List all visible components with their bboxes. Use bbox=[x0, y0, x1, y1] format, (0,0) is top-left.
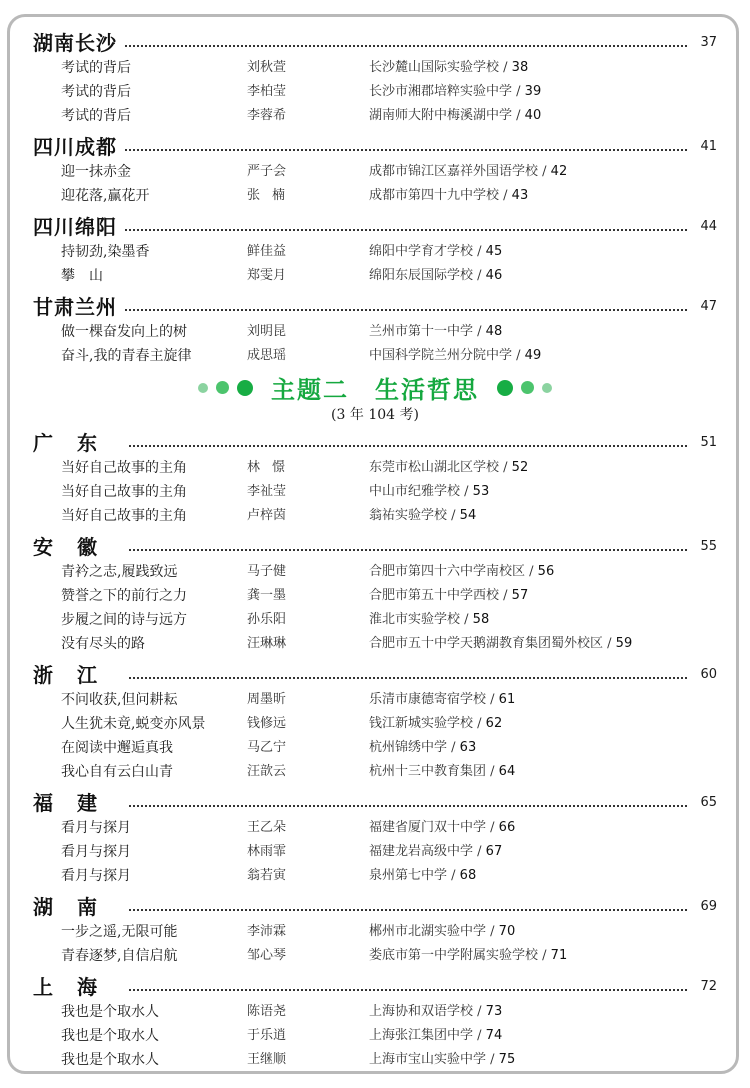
entry-author: 马乙宁 bbox=[247, 740, 287, 755]
entry-page-number: 59 bbox=[615, 636, 633, 651]
entry-school bbox=[369, 456, 528, 480]
region-header[interactable] bbox=[33, 30, 717, 56]
separator: / bbox=[486, 820, 499, 835]
toc-entry[interactable] bbox=[0, 1048, 750, 1072]
region-header[interactable] bbox=[33, 214, 717, 240]
separator: / bbox=[512, 84, 525, 99]
toc-entry[interactable] bbox=[0, 80, 750, 104]
entry-title: 考试的背后 bbox=[61, 108, 131, 124]
entry-school bbox=[369, 320, 502, 344]
entry-page-number: 48 bbox=[485, 324, 503, 339]
toc-entry[interactable] bbox=[0, 944, 750, 968]
separator: / bbox=[525, 564, 538, 579]
entry-school bbox=[369, 632, 632, 656]
entry-page-number: 54 bbox=[459, 508, 477, 523]
school-name: 合肥市五十中学天鹅湖教育集团蜀外校区 bbox=[369, 636, 604, 651]
entry-page-number: 53 bbox=[472, 484, 490, 499]
separator: / bbox=[460, 484, 473, 499]
entry-title: 我心自有云白山青 bbox=[61, 764, 173, 780]
toc-entry[interactable] bbox=[0, 608, 750, 632]
entry-page-number: 67 bbox=[485, 844, 503, 859]
leader-dots bbox=[33, 309, 687, 311]
toc-entry[interactable] bbox=[0, 480, 750, 504]
leader-dots bbox=[33, 909, 687, 911]
entry-author: 李沛霖 bbox=[247, 924, 287, 939]
entry-author: 龚一墨 bbox=[247, 588, 287, 603]
entry-school bbox=[369, 184, 528, 208]
entry-title: 我也是个取水人 bbox=[61, 1004, 159, 1020]
entry-title: 当好自己故事的主角 bbox=[61, 460, 187, 476]
entry-title: 当好自己故事的主角 bbox=[61, 508, 187, 524]
region-name: 广东 bbox=[33, 430, 127, 456]
entry-author: 刘秋萱 bbox=[247, 60, 287, 75]
entry-author: 周墨昕 bbox=[247, 692, 287, 707]
entry-title: 考试的背后 bbox=[61, 60, 131, 76]
toc-entry[interactable] bbox=[0, 56, 750, 80]
region-page-number: 55 bbox=[696, 537, 717, 557]
entry-title: 攀 山 bbox=[61, 268, 103, 284]
school-name: 成都市第四十九中学校 bbox=[369, 188, 500, 203]
region-header[interactable] bbox=[33, 894, 717, 920]
separator: / bbox=[473, 716, 486, 731]
toc-entry[interactable] bbox=[0, 1000, 750, 1024]
entry-page-number: 68 bbox=[459, 868, 477, 883]
school-name: 中国科学院兰州分院中学 bbox=[369, 348, 513, 363]
leader-dots bbox=[33, 677, 687, 679]
toc-entry[interactable] bbox=[0, 736, 750, 760]
toc-entry[interactable] bbox=[0, 760, 750, 784]
entry-author: 王乙朵 bbox=[247, 820, 287, 835]
school-name: 娄底市第一中学附属实验学校 bbox=[369, 948, 539, 963]
region-page-number: 44 bbox=[696, 217, 717, 237]
entry-author: 李蓉希 bbox=[247, 108, 287, 123]
decor-dot-icon bbox=[198, 383, 208, 393]
separator: / bbox=[499, 188, 512, 203]
entry-school bbox=[369, 104, 541, 128]
region-header[interactable] bbox=[33, 662, 717, 688]
entry-author: 翁若寅 bbox=[247, 868, 287, 883]
entry-school bbox=[369, 608, 489, 632]
school-name: 长沙麓山国际实验学校 bbox=[369, 60, 500, 75]
region-name: 上海 bbox=[33, 974, 127, 1000]
toc-entry[interactable] bbox=[0, 840, 750, 864]
entry-author: 严子会 bbox=[247, 164, 287, 179]
entry-page-number: 56 bbox=[537, 564, 555, 579]
separator: / bbox=[460, 612, 473, 627]
separator: / bbox=[473, 844, 486, 859]
region-header[interactable] bbox=[33, 790, 717, 816]
separator: / bbox=[486, 764, 499, 779]
entry-author: 于乐逍 bbox=[247, 1028, 287, 1043]
entry-title: 我也是个取水人 bbox=[61, 1028, 159, 1044]
entry-author: 林憬 bbox=[247, 460, 298, 475]
decor-dot-icon bbox=[237, 380, 253, 396]
region-header[interactable] bbox=[33, 534, 717, 560]
separator: / bbox=[512, 108, 525, 123]
entry-page-number: 39 bbox=[524, 84, 542, 99]
entry-author: 陈语尧 bbox=[247, 1004, 287, 1019]
separator: / bbox=[486, 692, 499, 707]
school-name: 合肥市第五十中学西校 bbox=[369, 588, 500, 603]
separator: / bbox=[473, 1004, 486, 1019]
region-name: 湖南长沙 bbox=[33, 30, 123, 56]
entry-title: 当好自己故事的主角 bbox=[61, 484, 187, 500]
region-name: 福建 bbox=[33, 790, 127, 816]
entry-school bbox=[369, 864, 476, 888]
entry-page-number: 57 bbox=[511, 588, 529, 603]
region-page-number: 72 bbox=[696, 977, 717, 997]
school-name: 郴州市北湖实验中学 bbox=[369, 924, 487, 939]
separator: / bbox=[538, 948, 551, 963]
entry-title: 做一棵奋发向上的树 bbox=[61, 324, 187, 340]
school-name: 福建龙岩高级中学 bbox=[369, 844, 474, 859]
entry-school bbox=[369, 1024, 502, 1048]
toc-entry[interactable] bbox=[0, 632, 750, 656]
toc-entry[interactable] bbox=[0, 104, 750, 128]
entry-author: 汪琳琳 bbox=[247, 636, 287, 651]
toc-entry[interactable] bbox=[0, 160, 750, 184]
entry-title: 奋斗,我的青春主旋律 bbox=[61, 348, 192, 364]
separator: / bbox=[473, 244, 486, 259]
entry-author: 钱修远 bbox=[247, 716, 287, 731]
separator: / bbox=[512, 348, 525, 363]
toc-entry[interactable] bbox=[0, 320, 750, 344]
region-page-number: 65 bbox=[696, 793, 717, 813]
entry-author: 汪歆云 bbox=[247, 764, 287, 779]
toc-entry[interactable] bbox=[0, 688, 750, 712]
school-name: 钱江新城实验学校 bbox=[369, 716, 474, 731]
entry-page-number: 70 bbox=[498, 924, 516, 939]
decor-dot-icon bbox=[521, 381, 534, 394]
entry-author: 孙乐阳 bbox=[247, 612, 287, 627]
school-name: 湖南师大附中梅溪湖中学 bbox=[369, 108, 513, 123]
entry-school bbox=[369, 1000, 502, 1024]
school-name: 东莞市松山湖北区学校 bbox=[369, 460, 500, 475]
region-page-number: 41 bbox=[696, 137, 717, 157]
region-page-number: 37 bbox=[696, 33, 717, 53]
entry-author: 卢梓茵 bbox=[247, 508, 287, 523]
entry-page-number: 74 bbox=[485, 1028, 503, 1043]
separator: / bbox=[486, 1052, 499, 1067]
entry-page-number: 42 bbox=[550, 164, 568, 179]
entry-title: 在阅读中邂逅真我 bbox=[61, 740, 173, 756]
region-name: 四川成都 bbox=[33, 134, 123, 160]
region-header[interactable] bbox=[33, 134, 717, 160]
entry-author: 王继顺 bbox=[247, 1052, 287, 1067]
entry-school bbox=[369, 712, 502, 736]
entry-page-number: 49 bbox=[524, 348, 542, 363]
entry-author: 李祉莹 bbox=[247, 484, 287, 499]
entry-school bbox=[369, 344, 541, 368]
school-name: 翁祐实验学校 bbox=[369, 508, 448, 523]
entry-school bbox=[369, 480, 489, 504]
leader-dots bbox=[33, 149, 687, 151]
entry-school bbox=[369, 56, 528, 80]
entry-title: 看月与探月 bbox=[61, 868, 131, 884]
entry-page-number: 38 bbox=[511, 60, 529, 75]
leader-dots bbox=[33, 229, 687, 231]
separator: / bbox=[447, 508, 460, 523]
entry-school bbox=[369, 560, 554, 584]
decor-dot-icon bbox=[497, 380, 513, 396]
separator: / bbox=[538, 164, 551, 179]
separator: / bbox=[499, 60, 512, 75]
school-name: 成都市锦江区嘉祥外国语学校 bbox=[369, 164, 539, 179]
entry-school bbox=[369, 160, 567, 184]
entry-school bbox=[369, 264, 502, 288]
theme-title: 主题二 生活哲思 bbox=[271, 376, 479, 404]
entry-school bbox=[369, 736, 476, 760]
leader-dots bbox=[33, 45, 687, 47]
region-page-number: 69 bbox=[696, 897, 717, 917]
entry-title: 我也是个取水人 bbox=[61, 1052, 159, 1068]
entry-author: 刘明昆 bbox=[247, 324, 287, 339]
entry-page-number: 45 bbox=[485, 244, 503, 259]
entry-author: 马子健 bbox=[247, 564, 287, 579]
entry-title: 青衿之志,履践致远 bbox=[61, 564, 178, 580]
toc-entry[interactable] bbox=[0, 456, 750, 480]
school-name: 淮北市实验学校 bbox=[369, 612, 461, 627]
region-header[interactable] bbox=[33, 294, 717, 320]
toc-entry[interactable] bbox=[0, 264, 750, 288]
decor-dot-icon bbox=[216, 381, 229, 394]
toc-entry[interactable] bbox=[0, 344, 750, 368]
entry-page-number: 62 bbox=[485, 716, 503, 731]
entry-page-number: 52 bbox=[511, 460, 529, 475]
entry-page-number: 64 bbox=[498, 764, 516, 779]
entry-author: 鲜佳益 bbox=[247, 244, 287, 259]
toc-entry[interactable] bbox=[0, 240, 750, 264]
region-name: 甘肃兰州 bbox=[33, 294, 123, 320]
leader-dots bbox=[33, 549, 687, 551]
entry-page-number: 75 bbox=[498, 1052, 516, 1067]
entry-page-number: 43 bbox=[511, 188, 529, 203]
entry-title: 不问收获,但问耕耘 bbox=[61, 692, 178, 708]
region-page-number: 60 bbox=[696, 665, 717, 685]
school-name: 乐清市康德寄宿学校 bbox=[369, 692, 487, 707]
school-name: 杭州锦绣中学 bbox=[369, 740, 448, 755]
entry-author: 李柏莹 bbox=[247, 84, 287, 99]
entry-page-number: 73 bbox=[485, 1004, 503, 1019]
region-name: 四川绵阳 bbox=[33, 214, 123, 240]
school-name: 泉州第七中学 bbox=[369, 868, 448, 883]
toc-entry[interactable] bbox=[0, 816, 750, 840]
leader-dots bbox=[33, 445, 687, 447]
entry-author: 张楠 bbox=[247, 188, 298, 203]
school-name: 杭州十三中教育集团 bbox=[369, 764, 487, 779]
toc-entry[interactable] bbox=[0, 560, 750, 584]
separator: / bbox=[499, 460, 512, 475]
entry-page-number: 58 bbox=[472, 612, 490, 627]
region-name: 浙江 bbox=[33, 662, 127, 688]
decor-dot-icon bbox=[542, 383, 552, 393]
region-header[interactable] bbox=[33, 974, 717, 1000]
entry-school bbox=[369, 944, 567, 968]
entry-title: 没有尽头的路 bbox=[61, 636, 145, 652]
entry-school bbox=[369, 840, 502, 864]
entry-school bbox=[369, 80, 541, 104]
school-name: 上海市宝山实验中学 bbox=[369, 1052, 487, 1067]
entry-page-number: 40 bbox=[524, 108, 542, 123]
entry-school bbox=[369, 920, 515, 944]
school-name: 福建省厦门双十中学 bbox=[369, 820, 487, 835]
separator: / bbox=[499, 588, 512, 603]
theme-header bbox=[0, 370, 750, 423]
toc-entry[interactable] bbox=[0, 712, 750, 736]
toc-entry[interactable] bbox=[0, 584, 750, 608]
leader-dots bbox=[33, 805, 687, 807]
region-page-number: 47 bbox=[696, 297, 717, 317]
region-name: 湖南 bbox=[33, 894, 127, 920]
toc-entry[interactable] bbox=[0, 920, 750, 944]
separator: / bbox=[603, 636, 616, 651]
school-name: 绵阳中学育才学校 bbox=[369, 244, 474, 259]
entry-school bbox=[369, 504, 476, 528]
entry-page-number: 46 bbox=[485, 268, 503, 283]
entry-title: 青春逐梦,自信启航 bbox=[61, 948, 178, 964]
region-header[interactable] bbox=[33, 430, 717, 456]
toc-entry[interactable] bbox=[0, 864, 750, 888]
entry-author: 邹心琴 bbox=[247, 948, 287, 963]
entry-school bbox=[369, 584, 528, 608]
separator: / bbox=[473, 324, 486, 339]
entry-author: 林雨霏 bbox=[247, 844, 287, 859]
entry-page-number: 63 bbox=[459, 740, 477, 755]
entry-title: 迎花落,赢花开 bbox=[61, 188, 150, 204]
entry-school bbox=[369, 240, 502, 264]
toc-entry[interactable] bbox=[0, 184, 750, 208]
toc-entry[interactable] bbox=[0, 1024, 750, 1048]
school-name: 上海张江集团中学 bbox=[369, 1028, 474, 1043]
leader-dots bbox=[33, 989, 687, 991]
entry-title: 考试的背后 bbox=[61, 84, 131, 100]
separator: / bbox=[473, 1028, 486, 1043]
school-name: 绵阳东辰国际学校 bbox=[369, 268, 474, 283]
separator: / bbox=[447, 868, 460, 883]
school-name: 上海协和双语学校 bbox=[369, 1004, 474, 1019]
entry-title: 看月与探月 bbox=[61, 820, 131, 836]
entry-title: 迎一抹赤金 bbox=[61, 164, 131, 180]
entry-title: 步履之间的诗与远方 bbox=[61, 612, 187, 628]
entry-school bbox=[369, 688, 515, 712]
entry-title: 看月与探月 bbox=[61, 844, 131, 860]
school-name: 长沙市湘郡培粹实验中学 bbox=[369, 84, 513, 99]
school-name: 合肥市第四十六中学南校区 bbox=[369, 564, 526, 579]
entry-title: 一步之遥,无限可能 bbox=[61, 924, 178, 940]
separator: / bbox=[473, 268, 486, 283]
region-name: 安徽 bbox=[33, 534, 127, 560]
entry-page-number: 66 bbox=[498, 820, 516, 835]
entry-school bbox=[369, 1048, 515, 1072]
entry-author: 郑雯月 bbox=[247, 268, 287, 283]
region-page-number: 51 bbox=[696, 433, 717, 453]
school-name: 中山市纪雅学校 bbox=[369, 484, 461, 499]
theme-subtitle: (3 年 104 考) bbox=[331, 407, 419, 423]
entry-school bbox=[369, 816, 515, 840]
entry-title: 持韧劲,染墨香 bbox=[61, 244, 150, 260]
entry-title: 人生犹未竟,蜕变亦风景 bbox=[61, 716, 206, 732]
entry-title: 赞誉之下的前行之力 bbox=[61, 588, 187, 604]
entry-author: 成思瑶 bbox=[247, 348, 287, 363]
entry-school bbox=[369, 760, 515, 784]
toc-entry[interactable] bbox=[0, 504, 750, 528]
separator: / bbox=[447, 740, 460, 755]
school-name: 兰州市第十一中学 bbox=[369, 324, 474, 339]
entry-page-number: 71 bbox=[550, 948, 568, 963]
entry-page-number: 61 bbox=[498, 692, 516, 707]
separator: / bbox=[486, 924, 499, 939]
